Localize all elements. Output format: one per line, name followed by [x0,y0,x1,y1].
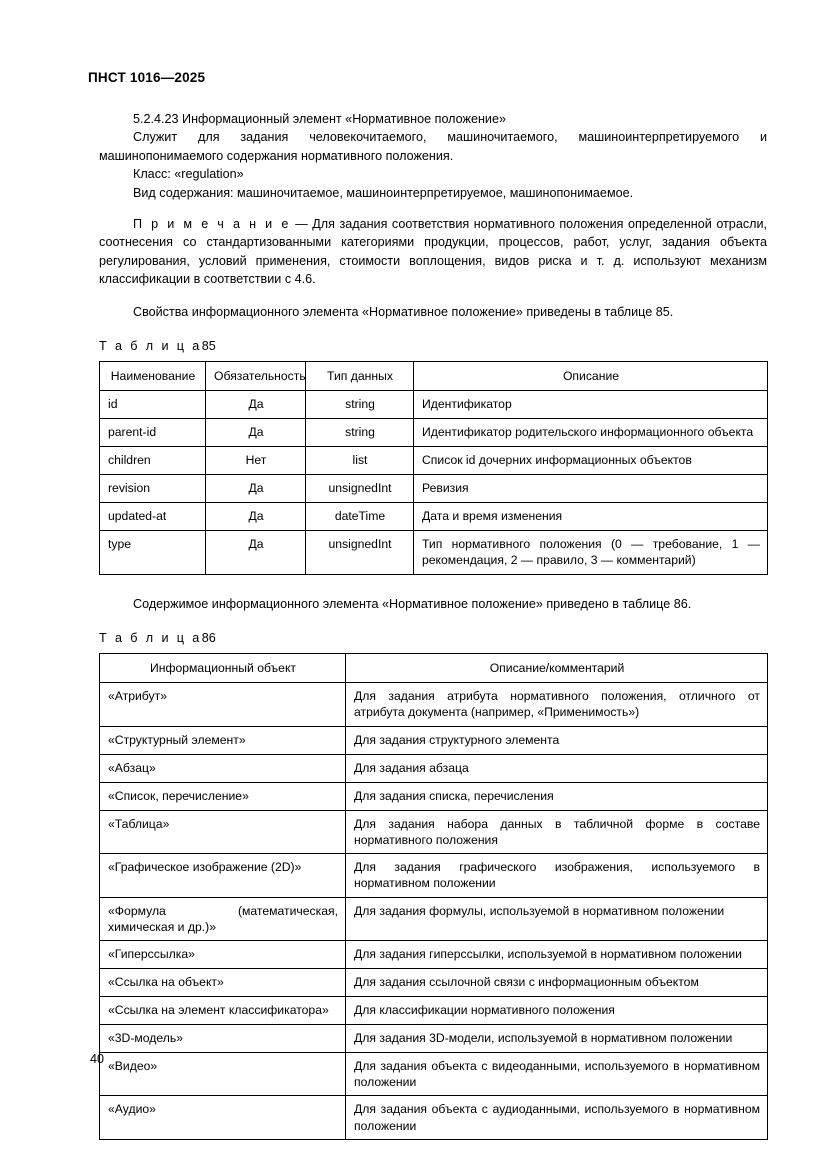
cell-name: children [100,447,206,475]
cell-object: «Видео» [100,1052,346,1095]
note-label: П р и м е ч а н и е [133,217,291,232]
cell-name: parent-id [100,419,206,447]
cell-datatype: string [306,419,414,447]
line-class: Класс: «regulation» [133,167,244,182]
table85-caption-number: 85 [201,339,216,354]
cell-description: Для задания формулы, используемой в нормативном положении [346,897,768,940]
table-row [100,897,768,940]
cell-name: revision [100,475,206,503]
cell-description: Ревизия [414,475,768,503]
cell-required: Да [206,531,306,574]
cell-required: Нет [206,447,306,475]
cell-description: Дата и время изменения [414,503,768,531]
page-content [99,110,767,1140]
section-heading: 5.2.4.23 Информационный элемент «Нормативное положение» [133,112,506,126]
table-row [100,683,768,726]
cell-description: Для классификации нормативного положения [346,996,768,1024]
cell-description: Для задания набора данных в табличной форме в составе нормативного положения [346,810,768,853]
table-row [100,782,768,810]
table-85 [99,361,768,575]
cell-datatype: unsignedInt [306,531,414,574]
paragraph-purpose: Служит для задания человекочитаемого, машиночитаемого, машиноинтерпретируемого и машинопонимаемого содержания нормативного положения. [99,130,767,163]
cell-description: Список id дочерних информационных объектов [414,447,768,475]
table-85-header-row [100,362,768,391]
cell-description: Для задания 3D-модели, используемой в нормативном положении [346,1024,768,1052]
table-86-header-row [100,654,768,683]
cell-description: Идентификатор [414,391,768,419]
cell-object: «Абзац» [100,754,346,782]
table85-caption-word: Т а б л и ц а [99,339,202,354]
cell-object: «Структурный элемент» [100,726,346,754]
page-number: 40 [90,1052,105,1066]
line-content-kind: Вид содержания: машиночитаемое, машиноинтерпретируемое, машинопонимаемое. [133,185,634,200]
cell-object: «Графическое изображение (2D)» [100,854,346,897]
note-dash: — [290,217,313,232]
table-85-col-description: Описание [414,362,768,391]
cell-name: id [100,391,206,419]
table86-caption-word: Т а б л и ц а [99,631,202,646]
intro-table86: Содержимое информационного элемента «Нормативное положение» приведено в таблице 86. [133,596,692,611]
cell-object: «Гиперссылка» [100,940,346,968]
intro-table85: Свойства информационного элемента «Нормативное положение» приведены в таблице 85. [133,304,674,319]
table-85-col-required: Обязательность [206,362,306,391]
cell-description: Для задания атрибута нормативного положения, отличного от атрибута документа (например, «Применимость») [346,683,768,726]
cell-description: Тип нормативного положения (0 — требование, 1 — рекомендация, 2 — правило, 3 — комментарий) [414,531,768,574]
table-row [100,1096,768,1139]
table-86-col-object: Информационный объект [100,654,346,683]
cell-description: Для задания объекта с аудиоданными, используемого в нормативном положении [346,1096,768,1139]
cell-description: Для задания объекта с видеоданными, используемого в нормативном положении [346,1052,768,1095]
cell-required: Да [206,503,306,531]
cell-required: Да [206,391,306,419]
table-row [100,754,768,782]
table-row [100,854,768,897]
note-text: Для задания соответствия нормативного положения определенной отрасли, соотнесения со стандартизованными категориями продукции, процессов, работ, услуг, задания объекта регулирования, условий применения, стоимости воплощения, видов риска и т. д. используют механизм классификации в соответствии с 4.6. [99,217,767,287]
cell-object: «Ссылка на элемент классификатора» [100,996,346,1024]
table-row [100,475,768,503]
table-row [100,391,768,419]
cell-object: «Атрибут» [100,683,346,726]
cell-object: «Ссылка на объект» [100,968,346,996]
cell-name: type [100,531,206,574]
cell-object: «Таблица» [100,810,346,853]
cell-datatype: list [306,447,414,475]
table-row [100,726,768,754]
table-row [100,810,768,853]
cell-description: Идентификатор родительского информационного объекта [414,419,768,447]
cell-required: Да [206,475,306,503]
table-86-col-description: Описание/комментарий [346,654,768,683]
cell-datatype: dateTime [306,503,414,531]
table-row [100,419,768,447]
table-row [100,996,768,1024]
cell-description: Для задания абзаца [346,754,768,782]
cell-object: «Формула (математическая, химическая и др.)» [100,897,346,940]
cell-name: updated-at [100,503,206,531]
table-row [100,447,768,475]
note-paragraph [99,215,767,289]
table-85-col-name: Наименование [100,362,206,391]
cell-description: Для задания ссылочной связи с информационным объектом [346,968,768,996]
table85-caption [99,339,767,353]
cell-description: Для задания структурного элемента [346,726,768,754]
table-row [100,1052,768,1095]
cell-object: «Аудио» [100,1096,346,1139]
table86-caption-number: 86 [201,631,216,646]
cell-description: Для задания графического изображения, используемого в нормативном положении [346,854,768,897]
cell-description: Для задания гиперссылки, используемой в нормативном положении [346,940,768,968]
cell-object: «3D-модель» [100,1024,346,1052]
table-85-col-datatype: Тип данных [306,362,414,391]
table-86 [99,653,768,1140]
cell-description: Для задания списка, перечисления [346,782,768,810]
cell-required: Да [206,419,306,447]
table86-caption [99,631,767,645]
table-row [100,503,768,531]
table-row [100,1024,768,1052]
cell-object: «Список, перечисление» [100,782,346,810]
table-row [100,968,768,996]
table-row [100,531,768,574]
document-header-standard-id: ПНСТ 1016—2025 [88,70,206,85]
table-row [100,940,768,968]
cell-datatype: string [306,391,414,419]
cell-datatype: unsignedInt [306,475,414,503]
